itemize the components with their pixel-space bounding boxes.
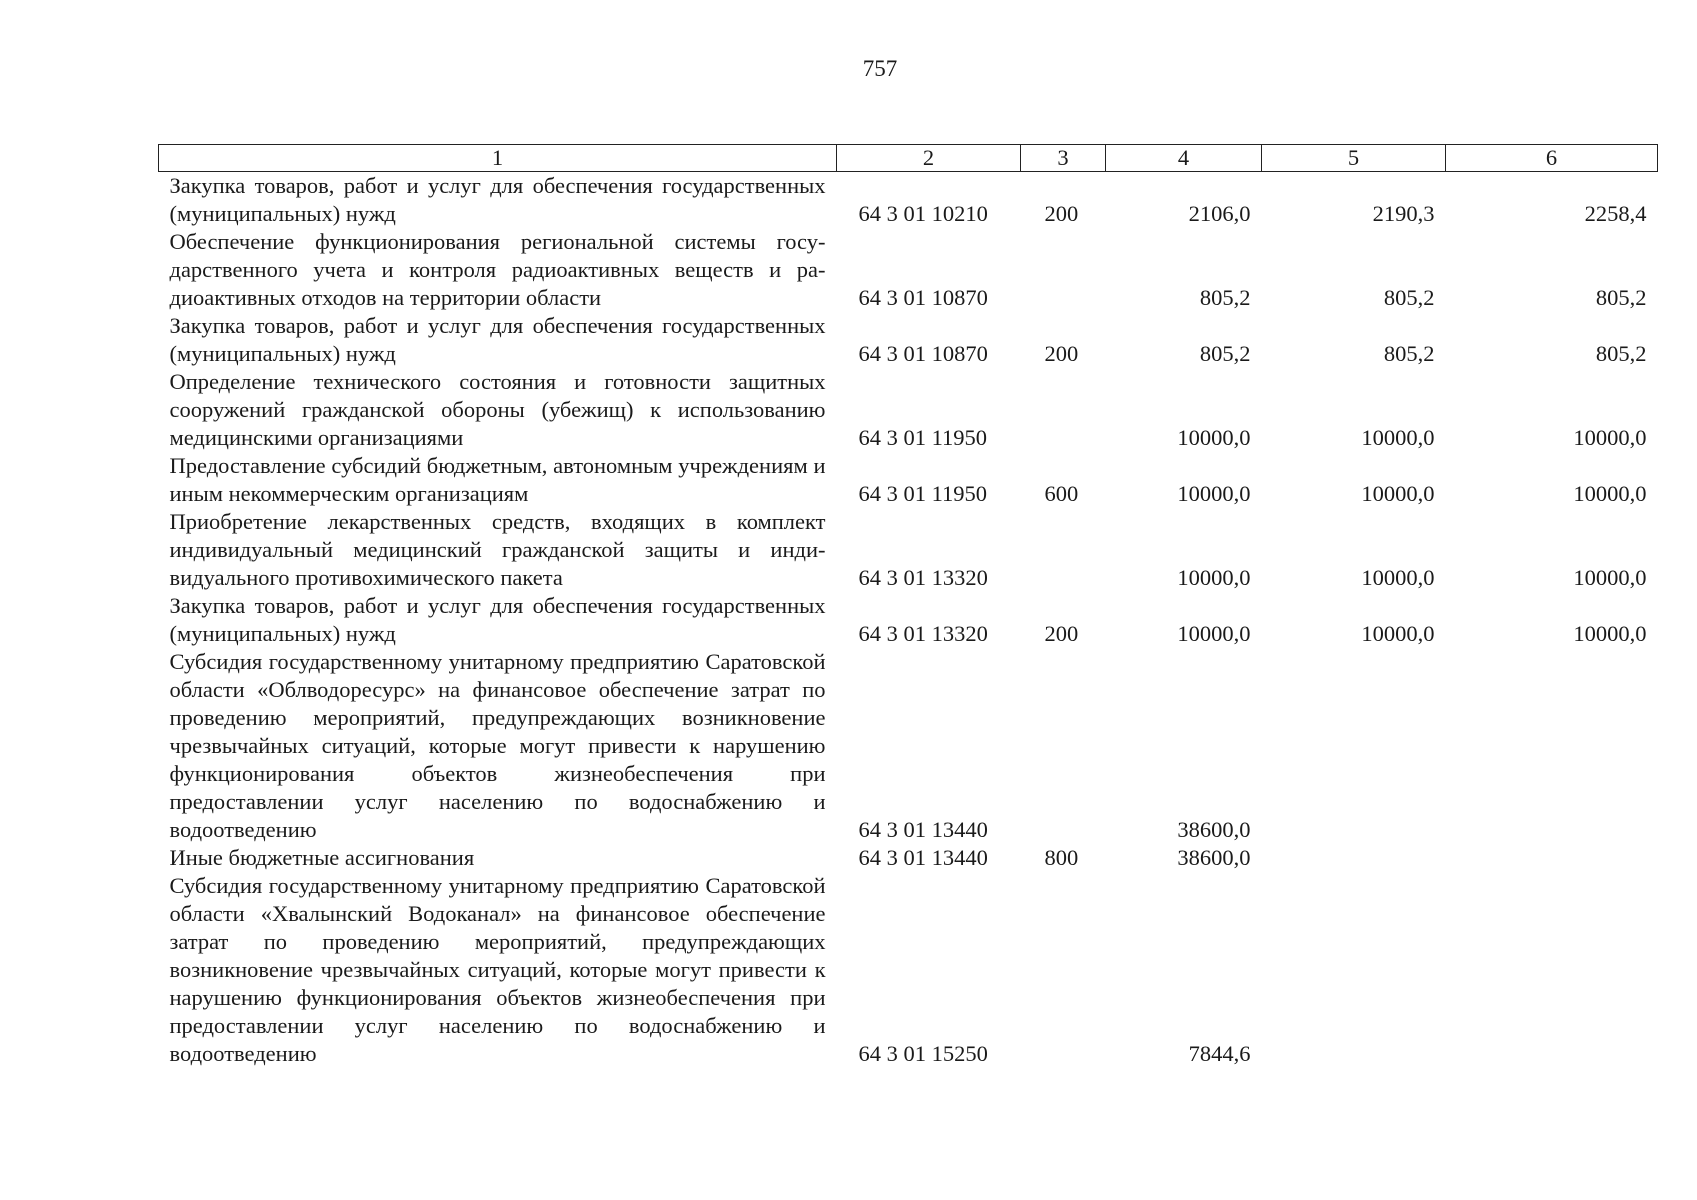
- row-value-col6: 10000,0: [1573, 565, 1647, 590]
- row-value-col6: 10000,0: [1573, 425, 1647, 450]
- row-value-col4: 38600,0: [1177, 817, 1251, 842]
- row-expense-type: [1021, 508, 1106, 592]
- row-target-code: 64 3 01 10870: [858, 341, 988, 366]
- page-number: 757: [862, 56, 898, 81]
- table-row: [159, 872, 1658, 1068]
- row-value-col4: 7844,6: [1188, 1041, 1251, 1066]
- column-header-4: 4: [1106, 145, 1262, 172]
- row-value-col6: 10000,0: [1573, 481, 1647, 506]
- row-value-col6: 2258,4: [1584, 201, 1647, 226]
- row-description: Закупка товаров, работ и услуг для обеспечения государственных (муниципальных) нужд: [169, 173, 826, 226]
- table-row: [159, 368, 1658, 452]
- row-value-col5: [1262, 872, 1446, 1068]
- row-value-col6: 10000,0: [1573, 621, 1647, 646]
- row-expense-type: [1021, 368, 1106, 452]
- row-target-code: 64 3 01 13320: [858, 565, 988, 590]
- row-description: Иные бюджетные ассигнования: [169, 845, 475, 870]
- row-value-col4: 2106,0: [1188, 201, 1251, 226]
- row-target-code: 64 3 01 10210: [858, 201, 988, 226]
- row-value-col6: 805,2: [1595, 285, 1647, 310]
- table-row: [159, 648, 1658, 844]
- row-description: Субсидия государственному унитарному предприятию Саратовской области «Облводоресурс» на финансовое обеспечение затрат по проведению мероприятий, предупреждающих возникновение чрезвычайных ситуаций, которые могут привести к нарушению функционирования объектов жизнеобеспечения при предоставлении услуг населению по водоснабжению и водоотведению: [169, 649, 826, 842]
- column-header-6: 6: [1446, 145, 1658, 172]
- row-description: Закупка товаров, работ и услуг для обеспечения государственных (муниципальных) нужд: [169, 593, 826, 646]
- column-header-5: 5: [1262, 145, 1446, 172]
- row-value-col4: 38600,0: [1177, 845, 1251, 870]
- row-description: Субсидия государственному унитарному предприятию Саратовской области «Хвалынский Водоканал» на финансовое обеспечение затрат по проведению мероприятий, предупреждающих возникновение чрезвычайных ситуаций, которые могут привести к нарушению функционирования объектов жизнеобеспечения при предоставлении услуг населению по водоснабжению и водоотведению: [169, 873, 826, 1066]
- table-body: [159, 172, 1658, 1069]
- budget-table: [158, 144, 1658, 1068]
- row-value-col5: 805,2: [1383, 285, 1435, 310]
- row-description: Предоставление субсидий бюджетным, автономным учреждениям и иным некоммерческим организациям: [169, 453, 826, 506]
- row-value-col4: 805,2: [1199, 285, 1251, 310]
- row-description: Закупка товаров, работ и услуг для обеспечения государственных (муниципальных) нужд: [169, 313, 826, 366]
- row-expense-type: [1021, 228, 1106, 312]
- row-target-code: 64 3 01 15250: [858, 1041, 988, 1066]
- row-expense-type: 200: [1044, 201, 1079, 226]
- row-value-col4: 805,2: [1199, 341, 1251, 366]
- row-target-code: 64 3 01 13320: [858, 621, 988, 646]
- row-value-col5: [1262, 844, 1446, 872]
- table-row: [159, 844, 1658, 872]
- column-header-2: 2: [837, 145, 1021, 172]
- table-header: [159, 145, 1658, 172]
- table-row: [159, 228, 1658, 312]
- row-target-code: 64 3 01 13440: [858, 817, 988, 842]
- header-row: [159, 145, 1658, 172]
- row-value-col6: [1446, 872, 1658, 1068]
- table-row: [159, 312, 1658, 368]
- row-value-col5: 10000,0: [1361, 425, 1435, 450]
- row-expense-type: [1021, 872, 1106, 1068]
- row-expense-type: 200: [1044, 621, 1079, 646]
- row-value-col4: 10000,0: [1177, 425, 1251, 450]
- row-value-col6: [1446, 844, 1658, 872]
- row-expense-type: 800: [1044, 845, 1079, 870]
- column-header-3: 3: [1021, 145, 1106, 172]
- row-value-col4: 10000,0: [1177, 565, 1251, 590]
- column-header-1: 1: [159, 145, 837, 172]
- row-value-col4: 10000,0: [1177, 621, 1251, 646]
- table-row: [159, 508, 1658, 592]
- table-row: [159, 172, 1658, 229]
- row-value-col5: [1262, 648, 1446, 844]
- row-description: Приобретение лекарственных средств, входящих в комплект индивидуальный медицинский гражданской защиты и индивидуального противохимического пакета: [169, 509, 826, 590]
- table-row: [159, 452, 1658, 508]
- row-value-col5: 805,2: [1383, 341, 1435, 366]
- row-value-col6: [1446, 648, 1658, 844]
- row-value-col4: 10000,0: [1177, 481, 1251, 506]
- row-value-col5: 10000,0: [1361, 481, 1435, 506]
- row-value-col6: 805,2: [1595, 341, 1647, 366]
- row-target-code: 64 3 01 11950: [858, 425, 988, 450]
- row-target-code: 64 3 01 10870: [858, 285, 988, 310]
- row-expense-type: 200: [1044, 341, 1079, 366]
- row-target-code: 64 3 01 13440: [858, 845, 988, 870]
- row-value-col5: 10000,0: [1361, 621, 1435, 646]
- row-expense-type: [1021, 648, 1106, 844]
- row-value-col5: 10000,0: [1361, 565, 1435, 590]
- row-expense-type: 600: [1044, 481, 1079, 506]
- row-value-col5: 2190,3: [1372, 201, 1435, 226]
- row-description: Обеспечение функционирования региональной системы государственного учета и контроля радиоактивных веществ и радиоактивных отходов на территории области: [169, 229, 826, 310]
- table-row: [159, 592, 1658, 648]
- row-target-code: 64 3 01 11950: [858, 481, 988, 506]
- row-description: Определение технического состояния и готовности защитных сооружений гражданской обороны (убежищ) к использованию медицинскими организациями: [169, 369, 826, 450]
